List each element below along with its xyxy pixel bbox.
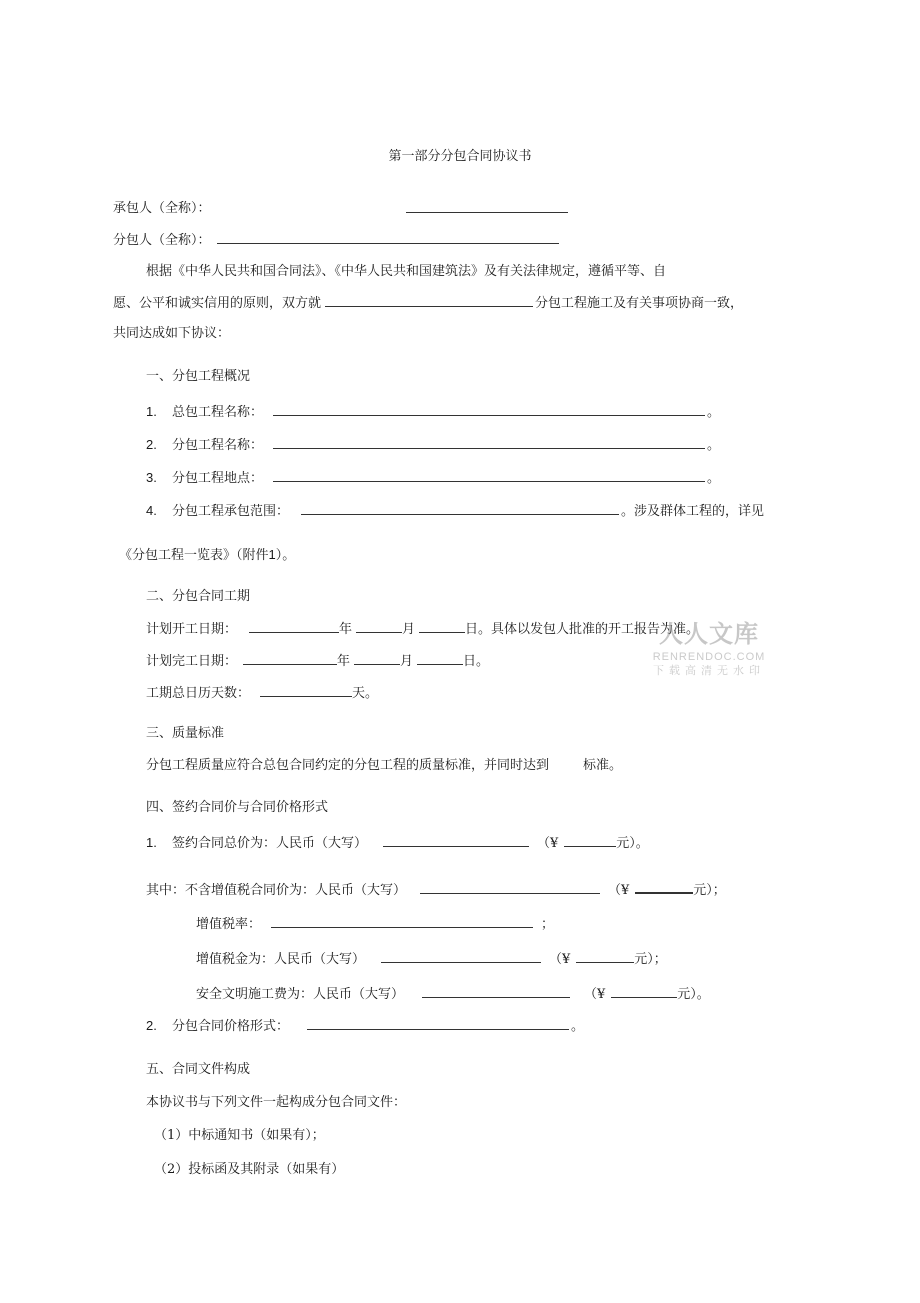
start-year-unit: 年 xyxy=(339,622,353,637)
s5-doc-2 xyxy=(154,1161,344,1179)
s1-note-a: 《分包工程一览表》（附件 xyxy=(119,548,269,563)
s1-item-3-blank xyxy=(273,469,705,482)
safety-fee-words-blank xyxy=(422,985,570,998)
preamble-line-2 xyxy=(113,294,743,313)
quality-text-a: 分包工程质量应符合总包合同约定的分包工程的质量标准，并同时达到 xyxy=(146,758,550,773)
subcontractor-underline xyxy=(217,231,559,244)
tax-rate-line xyxy=(196,915,554,934)
total-price-label: 签约合同总价为：人民币（大写） xyxy=(172,836,368,851)
total-days-unit: 天。 xyxy=(352,686,379,701)
s1-item-2 xyxy=(146,436,720,455)
start-year-blank xyxy=(249,620,339,633)
total-price-line xyxy=(146,834,649,853)
total-price-yen: （¥ xyxy=(537,836,559,851)
finish-year-unit: 年 xyxy=(337,654,351,669)
contractor-label: 承包人（全称）： xyxy=(113,201,211,216)
safety-fee-yuan: 元）。 xyxy=(677,987,710,1002)
s1-note-b: ）。 xyxy=(275,548,296,563)
excl-tax-words-blank xyxy=(420,881,600,894)
s1-item-4-num: 4. xyxy=(146,503,157,518)
excl-tax-line xyxy=(146,880,726,900)
watermark-domain: RENRENDOC.COM xyxy=(652,651,766,663)
start-month-unit: 月 xyxy=(402,622,416,637)
finish-month-blank xyxy=(354,652,400,665)
watermark-slogan: 下载高清无水印 xyxy=(653,665,765,677)
excl-tax-yuan: 元）； xyxy=(693,883,726,898)
price-form-line xyxy=(146,1017,584,1036)
contractor-blank xyxy=(406,200,568,219)
preamble-line-2a: 愿、公平和诚实信用的原则，双方就 xyxy=(113,296,322,311)
section-2-heading: 二、分包合同工期 xyxy=(146,589,251,604)
s1-item-3-label: 分包工程地点： xyxy=(172,471,264,486)
total-price-figure-blank xyxy=(564,834,616,847)
tax-rate-end: ； xyxy=(541,917,555,932)
total-days-label: 工期总日历天数： xyxy=(146,686,251,701)
finish-year-blank xyxy=(243,652,337,665)
finish-day-text: 日。 xyxy=(463,654,490,669)
safety-fee-yen: （¥ xyxy=(584,987,606,1002)
section-3-heading: 三、质量标准 xyxy=(146,726,225,741)
tax-amount-yuan: 元）； xyxy=(634,952,667,967)
s1-item-3 xyxy=(146,469,720,488)
s5-intro: 本协议书与下列文件一起构成分包合同文件： xyxy=(146,1095,407,1110)
total-price-words-blank xyxy=(383,834,529,847)
price-form-label: 分包合同价格形式： xyxy=(172,1019,290,1034)
tax-rate-label: 增值税率： xyxy=(196,917,262,932)
start-date-line xyxy=(146,620,699,639)
total-price-num: 1. xyxy=(146,835,157,850)
s1-note xyxy=(119,546,295,565)
total-days-line xyxy=(146,684,378,703)
start-date-label: 计划开工日期： xyxy=(146,622,238,637)
start-day-blank xyxy=(419,620,465,633)
total-price-yuan: 元）。 xyxy=(616,836,649,851)
section-1-heading: 一、分包工程概况 xyxy=(146,369,251,384)
s1-item-4-blank xyxy=(301,502,619,515)
total-days-blank xyxy=(260,684,352,697)
excl-tax-figure-blank xyxy=(635,880,693,894)
s1-item-4-end: 。涉及群体工程的，详见 xyxy=(621,504,765,519)
s1-item-1-label: 总包工程名称： xyxy=(172,405,264,420)
s1-note-num: 1 xyxy=(268,547,276,562)
finish-date-line xyxy=(146,652,489,671)
s5-doc-2-num: （2） xyxy=(154,1162,189,1177)
s1-item-1-num: 1. xyxy=(146,404,157,419)
contractor-line xyxy=(113,200,211,218)
s1-item-1 xyxy=(146,403,720,422)
watermark-logo-text: 人人文库 xyxy=(659,621,759,648)
s1-item-2-label: 分包工程名称： xyxy=(172,438,264,453)
watermark xyxy=(646,620,772,678)
s5-doc-1-num: （1） xyxy=(154,1128,189,1143)
start-day-text: 日。具体以发包人批准的开工报告为准。 xyxy=(465,622,700,637)
tax-rate-blank xyxy=(271,915,533,928)
s5-doc-1 xyxy=(154,1127,325,1145)
tax-amount-words-blank xyxy=(381,950,541,963)
subcontractor-line xyxy=(113,231,559,250)
preamble-line-3: 共同达成如下协议： xyxy=(113,326,231,341)
s1-item-3-num: 3. xyxy=(146,470,157,485)
finish-day-blank xyxy=(417,652,463,665)
tax-amount-line xyxy=(196,950,667,969)
tax-amount-label: 增值税金为：人民币（大写） xyxy=(196,952,366,967)
contractor-underline xyxy=(406,200,568,213)
s1-item-4 xyxy=(146,502,764,521)
preamble-line-2b: 分包工程施工及有关事项协商一致， xyxy=(535,296,744,311)
quality-text-b: 标准。 xyxy=(583,758,623,773)
s1-item-2-num: 2. xyxy=(146,437,157,452)
safety-fee-figure-blank xyxy=(611,985,677,998)
tax-amount-yen: （¥ xyxy=(549,952,571,967)
s1-item-4-label: 分包工程承包范围： xyxy=(172,504,290,519)
subcontractor-label: 分包人（全称）： xyxy=(113,233,211,248)
price-form-blank xyxy=(307,1017,569,1030)
finish-month-unit: 月 xyxy=(400,654,414,669)
s5-doc-2-text: 投标函及其附录（如果有） xyxy=(188,1162,345,1177)
s1-item-2-blank xyxy=(273,436,705,449)
preamble-line-1: 根据《中华人民共和国合同法》、《中华人民共和国建筑法》及有关法律规定，遵循平等、自 xyxy=(146,264,667,279)
price-form-end: 。 xyxy=(571,1019,585,1034)
s1-item-1-blank xyxy=(273,403,705,416)
s1-item-2-end: 。 xyxy=(707,438,721,453)
finish-date-label: 计划完工日期： xyxy=(146,654,238,669)
section-4-heading: 四、签约合同价与合同价格形式 xyxy=(146,800,329,815)
safety-fee-label: 安全文明施工费为：人民币（大写） xyxy=(196,987,405,1002)
start-month-blank xyxy=(356,620,402,633)
tax-amount-figure-blank xyxy=(576,950,634,963)
quality-line xyxy=(146,757,622,775)
s1-item-1-end: 。 xyxy=(707,405,721,420)
excl-tax-yen: （¥ xyxy=(608,883,630,898)
excl-tax-label: 其中：不含增值税合同价为：人民币（大写） xyxy=(146,883,407,898)
s1-item-3-end: 。 xyxy=(707,471,721,486)
s5-doc-1-text: 中标通知书（如果有）； xyxy=(188,1128,325,1143)
section-5-heading: 五、合同文件构成 xyxy=(146,1062,251,1077)
safety-fee-line xyxy=(196,985,710,1004)
page-title: 第一部分分包合同协议书 xyxy=(388,149,532,164)
project-blank xyxy=(325,294,533,307)
price-form-num: 2. xyxy=(146,1018,157,1033)
